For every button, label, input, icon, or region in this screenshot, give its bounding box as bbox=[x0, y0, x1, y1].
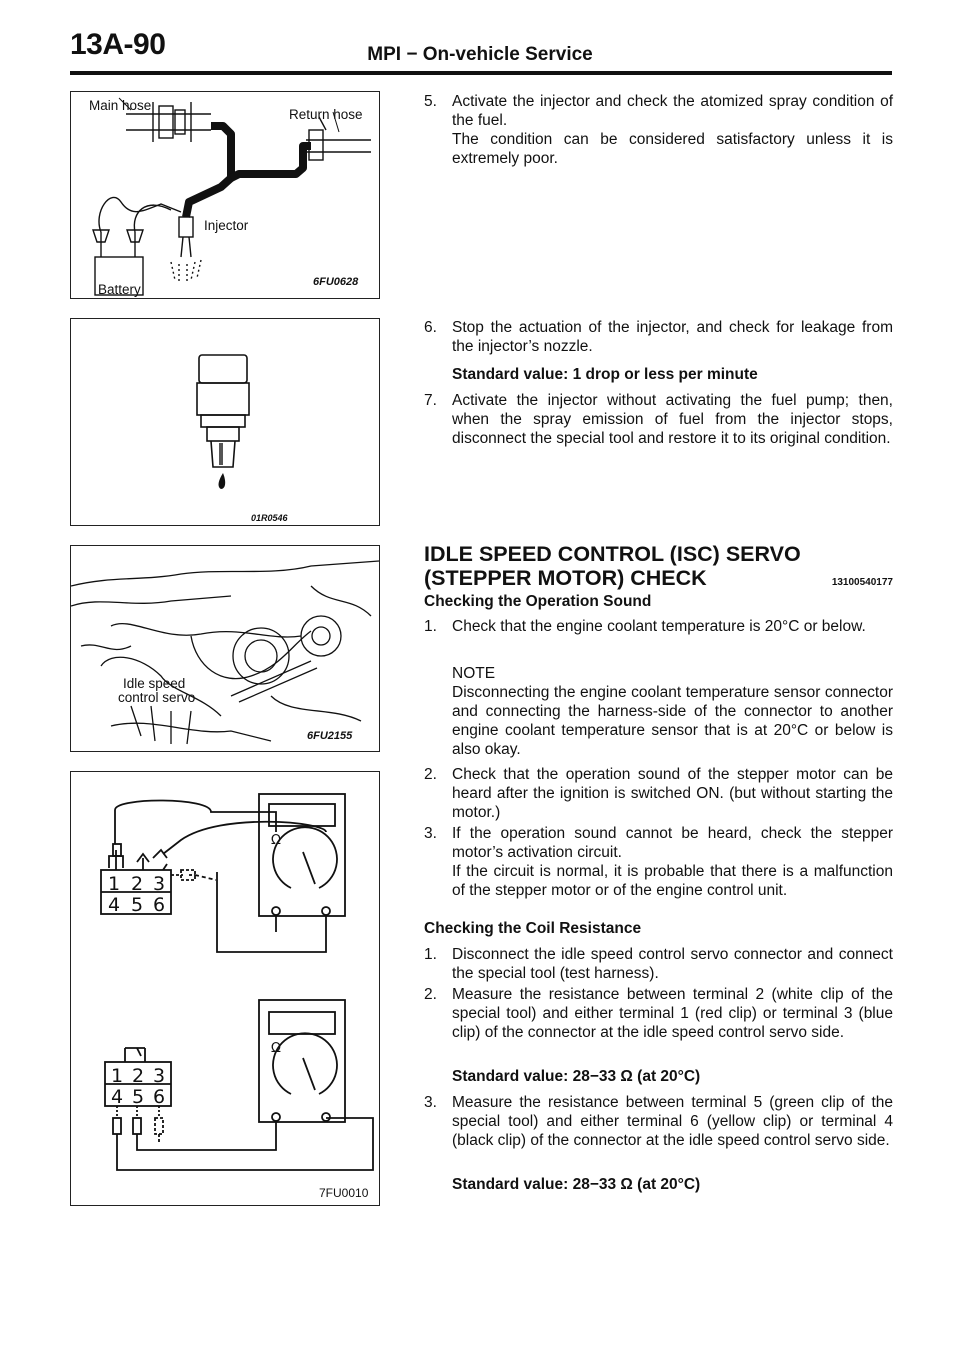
terminal-5-bottom: 5 bbox=[132, 1086, 145, 1108]
header-rule bbox=[70, 71, 892, 75]
terminal-2-bottom: 2 bbox=[132, 1065, 145, 1087]
ohm-icon: Ω bbox=[271, 1041, 281, 1056]
terminal-6-bottom: 6 bbox=[153, 1086, 166, 1108]
coil-step-3-text: Measure the resistance between terminal 5 (green clip of the special tool) and either terminal 6 (yellow clip) or terminal 4 (black clip) of the connector at the idle speed control servo side. bbox=[452, 1094, 893, 1149]
op-step-3-text-2: If the circuit is normal, it is probable that there is a malfunction of the stepper motor or of the engine control unit. bbox=[452, 863, 893, 899]
op-step-1 bbox=[407, 617, 893, 636]
op-step-1-text: Check that the engine coolant temperature is 20°C or below. bbox=[452, 618, 866, 635]
op-step-2-text: Check that the operation sound of the stepper motor can be heard after the ignition is switched ON. (but without starting the motor.) bbox=[452, 766, 893, 821]
coil-step-1-text: Disconnect the idle speed control servo connector and connect the special tool (test harness). bbox=[452, 946, 893, 982]
step-6-text: Stop the actuation of the injector, and check for leakage from the injector’s nozzle. bbox=[452, 319, 893, 355]
page-title: MPI − On-vehicle Service bbox=[367, 44, 593, 65]
figure-ohmmeter-circuits bbox=[70, 771, 380, 1206]
terminal-3-top: 3 bbox=[153, 873, 166, 895]
step-number: 1. bbox=[424, 618, 437, 635]
coil-step-3 bbox=[407, 1093, 893, 1150]
label-main-hose: Main hose bbox=[89, 98, 152, 113]
step-7-text: Activate the injector without activating the fuel pump; then, when the spray emission of fuel from the injector stops, disconnect the special tool and restore it to its original condition. bbox=[452, 392, 893, 447]
step-number: 6. bbox=[424, 319, 437, 336]
step-7 bbox=[407, 391, 893, 448]
terminal-4-bottom: 4 bbox=[111, 1086, 124, 1108]
figure-nozzle-leakage bbox=[70, 318, 380, 526]
ohm-icon: Ω bbox=[271, 833, 281, 848]
note-text: Disconnecting the engine coolant temperature sensor connector and connecting the harness-side of the connector to another engine coolant temperature sensor that is at 20°C or below is also okay. bbox=[452, 684, 893, 758]
step-5-line-2: The condition can be considered satisfactory unless it is extremely poor. bbox=[452, 131, 893, 167]
step-5-line-1: Activate the injector and check the atomized spray condition of the fuel. bbox=[452, 93, 893, 129]
figure-code: 6FU0628 bbox=[313, 276, 359, 288]
standard-value-leakage: Standard value: 1 drop or less per minute bbox=[452, 366, 758, 383]
figure-injector-spray bbox=[70, 91, 380, 299]
section-title-line-2: (STEPPER MOTOR) CHECK bbox=[424, 566, 707, 590]
injector-spray-drawing bbox=[71, 92, 379, 298]
coil-step-2 bbox=[407, 985, 893, 1042]
ohmmeter-circuit-drawing bbox=[71, 772, 379, 1205]
page-number: 13A-90 bbox=[70, 28, 166, 61]
label-injector: Injector bbox=[204, 218, 249, 233]
step-number: 1. bbox=[424, 946, 437, 963]
terminal-4-top: 4 bbox=[108, 894, 121, 916]
nozzle-leakage-drawing bbox=[71, 319, 379, 525]
op-step-2 bbox=[407, 765, 893, 822]
section-title-line-1: IDLE SPEED CONTROL (ISC) SERVO bbox=[424, 542, 801, 566]
figure-code: 01R0546 bbox=[251, 513, 288, 523]
subheading-operation-sound: Checking the Operation Sound bbox=[424, 593, 652, 610]
step-6 bbox=[407, 318, 893, 356]
label-battery: Battery bbox=[98, 282, 141, 297]
terminal-5-top: 5 bbox=[131, 894, 144, 916]
terminal-1-bottom: 1 bbox=[111, 1065, 124, 1087]
step-number: 3. bbox=[424, 1094, 437, 1111]
step-number: 2. bbox=[424, 986, 437, 1003]
terminal-2-top: 2 bbox=[131, 873, 144, 895]
op-step-3 bbox=[407, 824, 893, 900]
terminal-3-bottom: 3 bbox=[153, 1065, 166, 1087]
step-5 bbox=[407, 92, 893, 168]
coil-step-2-text: Measure the resistance between terminal 2 (white clip of the special tool) and either terminal 1 (red clip) or terminal 3 (blue clip) of the connector at the idle speed control servo side. bbox=[452, 986, 893, 1041]
label-idle-speed: Idle speed bbox=[123, 676, 186, 691]
step-number: 5. bbox=[424, 93, 437, 110]
op-step-3-text: If the operation sound cannot be heard, check the stepper motor’s activation circuit. bbox=[452, 825, 893, 861]
label-return-hose: Return hose bbox=[289, 107, 363, 122]
section-code: 13100540177 bbox=[831, 577, 893, 588]
terminal-1-top: 1 bbox=[108, 873, 121, 895]
standard-value-coil-1: Standard value: 28−33 Ω (at 20°C) bbox=[452, 1068, 701, 1085]
step-number: 7. bbox=[424, 392, 437, 409]
engine-bay-drawing bbox=[71, 546, 379, 751]
figure-code: 7FU0010 bbox=[319, 1186, 369, 1200]
step-number: 2. bbox=[424, 766, 437, 783]
note-label: NOTE bbox=[452, 665, 496, 682]
figure-code: 6FU2155 bbox=[307, 730, 353, 742]
subheading-coil-resistance: Checking the Coil Resistance bbox=[424, 920, 642, 937]
terminal-6-top: 6 bbox=[153, 894, 166, 916]
figure-engine-bay bbox=[70, 545, 380, 752]
step-number: 3. bbox=[424, 825, 437, 842]
coil-step-1 bbox=[407, 945, 893, 983]
label-control-servo: control servo bbox=[118, 690, 196, 705]
standard-value-coil-2: Standard value: 28−33 Ω (at 20°C) bbox=[452, 1176, 701, 1193]
